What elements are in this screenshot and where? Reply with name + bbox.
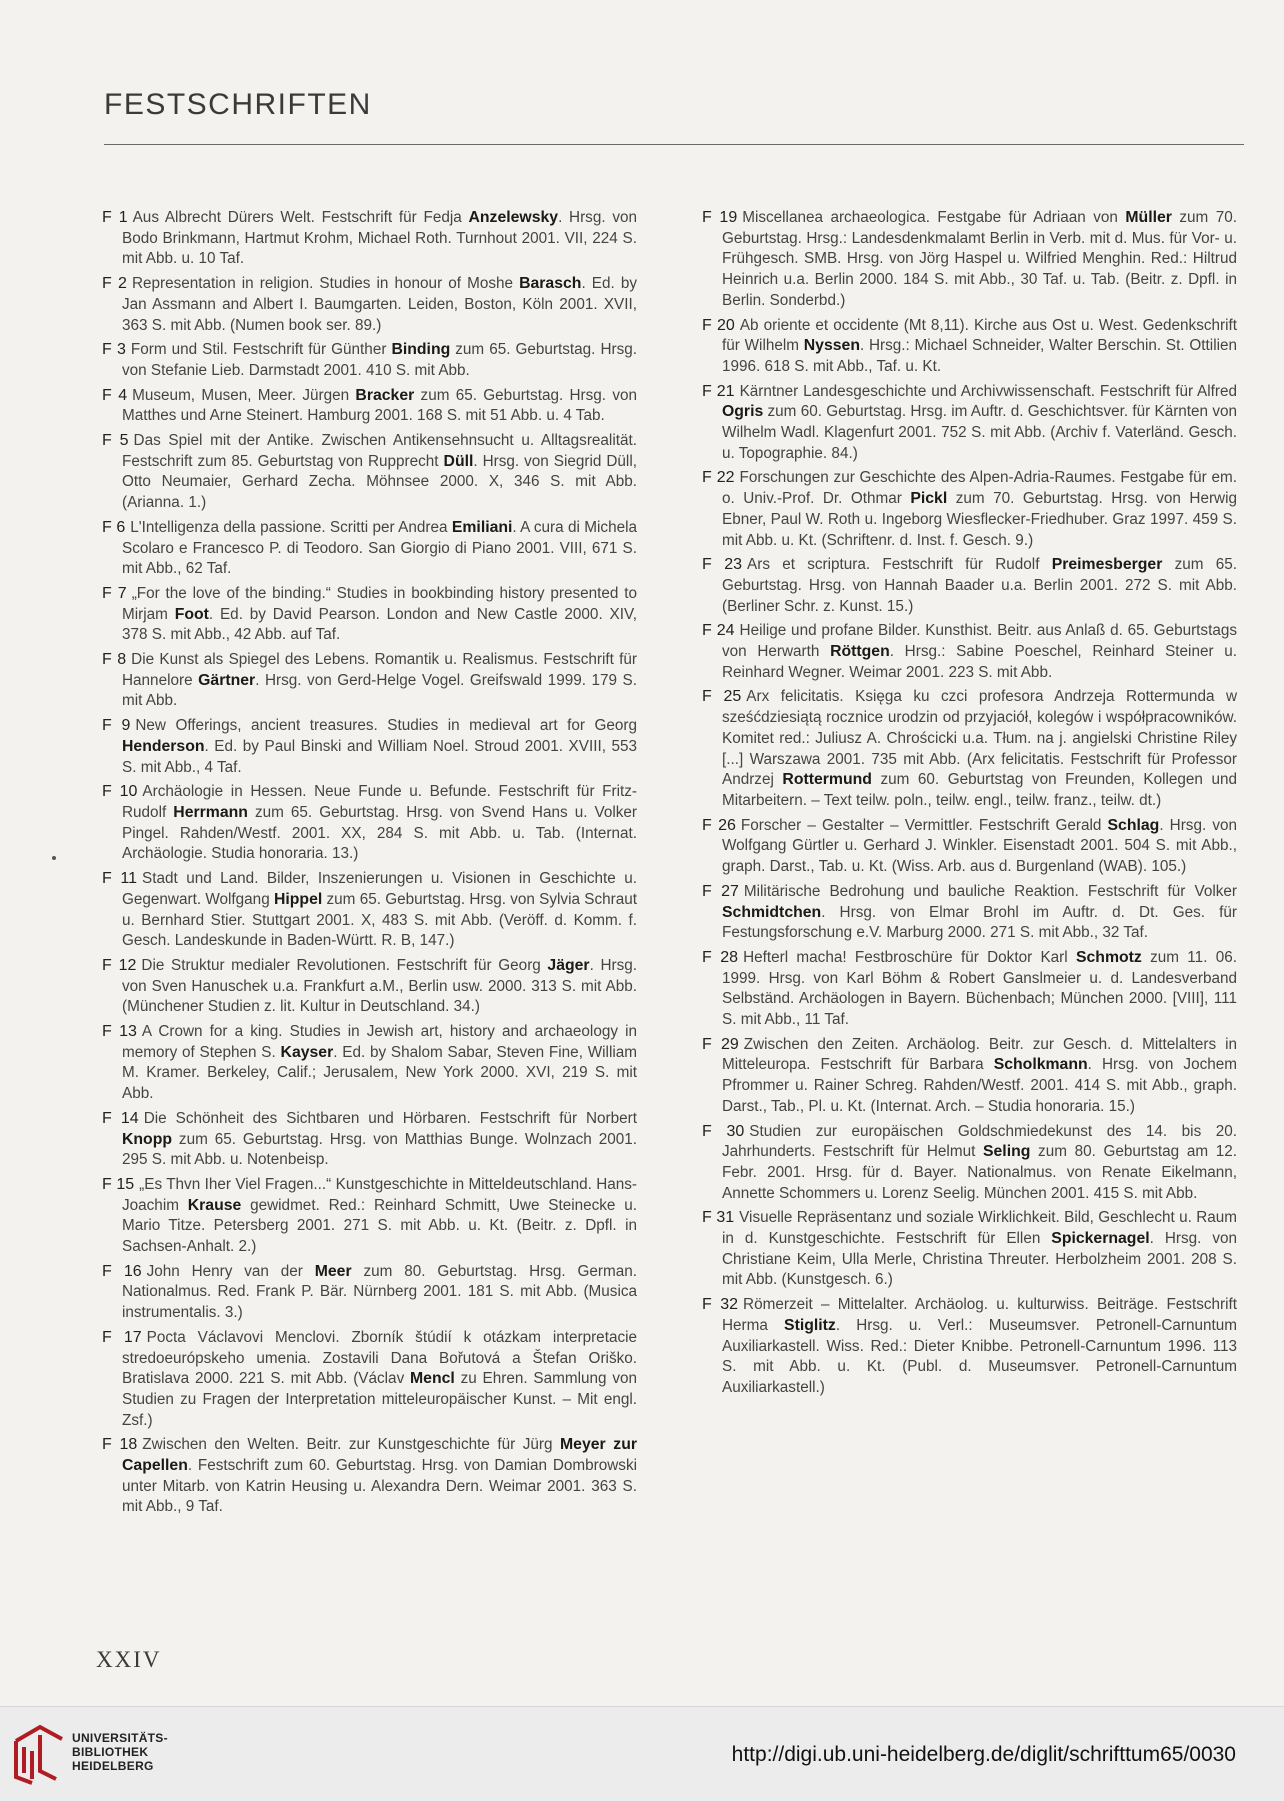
- entry-text: Ars et scriptura. Festschrift für Rudolf: [747, 556, 1052, 574]
- bibliography-entry: [702, 1208, 1237, 1291]
- entry-number: F 15: [102, 1175, 135, 1193]
- entry-text: zum 80. Geburtstag am 12. Febr. 2001. Hrsg. für d. Bayer. Nationalmus. von Renate Eikelmann, Annette Schommers u. Lorenz Seelig. München 2001. 415 S. mit Abb.: [722, 1143, 1237, 1202]
- honoree-name: Barasch: [519, 275, 582, 293]
- entry-text: Das Spiel mit der Antike. Zwischen Antikensehnsucht u. Alltagsrealität. Festschrift zum 85. Geburtstag von Rupprecht: [122, 432, 637, 470]
- entry-number: F 27: [702, 882, 739, 900]
- entry-number: F 23: [702, 556, 743, 574]
- entry-text: Römerzeit – Mittelalter. Archäolog. u. kulturwiss. Beiträge. Festschrift Herma: [722, 1296, 1237, 1334]
- entry-text: Stadt und Land. Bilder, Inszenierungen u. Visionen in Geschichte u. Gegenwart. Wolfgang: [122, 870, 638, 908]
- honoree-name: Foot: [174, 605, 209, 623]
- bibliography-entry: [702, 208, 1237, 312]
- entry-text: A Crown for a king. Studies in Jewish art, history and archaeology in memory of Stephen S.: [122, 1023, 637, 1061]
- entry-text: Museum, Musen, Meer. Jürgen: [132, 386, 356, 404]
- honoree-name: Scholkmann: [993, 1056, 1088, 1074]
- title-rule: [104, 144, 1244, 145]
- entry-text: Zwischen den Zeiten. Archäolog. Beitr. zur Gesch. d. Mittelalters in Mitteleuropa. Festschrift für Barbara: [722, 1035, 1238, 1074]
- honoree-name: Knopp: [122, 1130, 173, 1148]
- entry-number: F 24: [702, 622, 735, 640]
- entry-text: . Hrsg. u. Verl.: Museumsver. Petronell-Carnuntum Auxiliarkastell. Wiss. Red.: Dieter Knibbe. Petronell-Carnuntum 1996. 113 S. mit Abb. u. Kt. (Publ. d. Museumsver. Petronell-Carnuntum Auxiliarkastell.): [722, 1316, 1237, 1396]
- entry-text: gewidmet. Red.: Reinhard Schmitt, Uwe Steinecke u. Mario Titze. Petersberg 2001. 271 S. mit Abb. u. Kt. (Beitr. z. Dpfl. in Sachsen-Anhalt. 2.): [122, 1196, 637, 1256]
- bibliography-entry: [702, 316, 1237, 378]
- entry-number: F 9: [102, 717, 131, 735]
- entry-number: F 6: [102, 518, 126, 536]
- entry-text: zum 70. Geburtstag. Hrsg.: Landesdenkmalamt Berlin in Verb. mit d. Mus. für Vor- u. Frühgesch. SMB. Hrsg. von Jörg Haspel u. Wilfried Menghin. Red.: Hiltrud Heinrich u.a. Berlin 2000. 184 S. mit Abb., 30 Taf. u. Tab. (Beitr. z. Dpfl. in Berlin. Sonderbd.): [722, 209, 1237, 309]
- entry-text: Die Schönheit des Sichtbaren und Hörbaren. Festschrift für Norbert: [143, 1109, 638, 1127]
- entry-number: F 16: [102, 1262, 142, 1280]
- bibliography-entry: [702, 882, 1237, 944]
- bibliography-entry: [702, 468, 1237, 551]
- entry-text: Kärntner Landesgeschichte und Archivwissenschaft. Festschrift für Alfred: [739, 382, 1238, 400]
- entry-number: F 26: [702, 816, 736, 834]
- entry-number: F 5: [102, 432, 129, 450]
- entry-text: Forscher – Gestalter – Vermittler. Festschrift Gerald: [740, 816, 1108, 834]
- entry-number: F 17: [102, 1328, 142, 1346]
- bibliography-entry: [702, 555, 1237, 617]
- right-column: [702, 208, 1237, 1403]
- bibliography-entry: [102, 1109, 637, 1171]
- entry-number: F 3: [102, 341, 126, 359]
- entry-text: „For the love of the binding.“ Studies in bookbinding history presented to Mirjam: [122, 584, 637, 623]
- bibliography-entry: [702, 816, 1237, 878]
- entry-text: Archäologie in Hessen. Neue Funde u. Befunde. Festschrift für Fritz-Rudolf: [122, 783, 637, 821]
- honoree-name: Müller: [1125, 209, 1172, 226]
- honoree-name: Seling: [982, 1143, 1031, 1161]
- bibliography-entry: [102, 1022, 637, 1105]
- honoree-name: Schlag: [1107, 816, 1160, 834]
- entry-number: F 25: [702, 688, 742, 706]
- entry-text: John Henry van der: [146, 1262, 315, 1280]
- entry-number: F 11: [102, 870, 138, 888]
- entry-text: Die Struktur medialer Revolutionen. Festschrift für Georg: [141, 956, 548, 974]
- bibliography-entry: [102, 584, 637, 646]
- bibliography-entry: [102, 274, 637, 336]
- honoree-name: Ogris: [722, 403, 764, 421]
- library-logo-icon: [10, 1721, 68, 1785]
- footer-bar: [0, 1706, 1284, 1801]
- entry-number: F 12: [102, 956, 137, 974]
- entry-number: F 31: [702, 1209, 735, 1227]
- honoree-name: Gärtner: [198, 671, 256, 689]
- bibliography-entry: [102, 956, 637, 1018]
- entry-number: F 28: [702, 948, 739, 966]
- honoree-name: Stiglitz: [784, 1316, 836, 1334]
- entry-text: Pocta Václavovi Menclovi. Zborník štúdií k otázkam interpretacie stredoeurópskeho umenia. Zostavili Dana Bořutová a Štefan Oriško. Bratislava 2000. 221 S. mit Abb. (Václav: [122, 1328, 638, 1388]
- honoree-name: Düll: [443, 452, 474, 470]
- entry-text: Ab oriente et occidente (Mt 8,11). Kirche aus Ost u. West. Gedenkschrift für Wilhelm: [722, 316, 1237, 355]
- margin-mark: [52, 856, 56, 860]
- entry-text: Heilige und profane Bilder. Kunsthist. Beitr. aus Anlaß d. 65. Geburtstags von Herwarth: [722, 622, 1237, 661]
- honoree-name: Emiliani: [451, 518, 513, 536]
- bibliography-entry: [102, 650, 637, 712]
- honoree-name: Schmidtchen: [722, 903, 822, 921]
- honoree-name: Herrmann: [173, 803, 248, 821]
- entry-number: F 10: [102, 783, 138, 801]
- bibliography-entry: [702, 1035, 1237, 1118]
- honoree-name: Bracker: [355, 386, 415, 404]
- bibliography-entry: [702, 382, 1237, 465]
- honoree-name: Jäger: [547, 956, 590, 974]
- entry-text: Representation in religion. Studies in honour of Moshe: [131, 275, 520, 293]
- entry-text: „Es Thvn Iher Viel Fragen...“ Kunstgeschichte in Mitteldeutschland. Hans-Joachim: [122, 1175, 638, 1214]
- entry-text: . Ed. by Shalom Sabar, Steven Fine, William M. Kramer. Berkeley, Calif.; Jerusalem, New York 2000. XVI, 219 S. mit Abb.: [122, 1043, 637, 1103]
- entry-text: Militärische Bedrohung und bauliche Reaktion. Festschrift für Volker: [743, 882, 1238, 900]
- entry-number: F 4: [102, 386, 128, 404]
- entry-text: . Hrsg. von Siegrid Düll, Otto Neumaier, Gerhard Zecha. Möhnsee 2000. X, 346 S. mit Abb. (Arianna. 1.): [122, 452, 637, 512]
- source-url[interactable]: http://digi.ub.uni-heidelberg.de/diglit/schrifttum65/0030: [731, 1743, 1236, 1766]
- entry-text: zum 65. Geburtstag. Hrsg. von Stefanie Lieb. Darmstadt 2001. 410 S. mit Abb.: [122, 341, 637, 379]
- entry-text: . Hrsg. von Christiane Keim, Ulla Merle, Christina Threuter. Herbolzheim 2001. 208 S. mit Abb. (Kunstgesch. 6.): [722, 1230, 1237, 1289]
- bibliography-entry: [702, 948, 1237, 1031]
- bibliography-entry: [702, 1295, 1237, 1399]
- honoree-name: Binding: [391, 341, 451, 359]
- bibliography-entry: [102, 340, 637, 381]
- entry-text: zum 11. 06. 1999. Hrsg. von Karl Böhm & Robert Ganslmeier u. d. Landesverband Selbständ. Archäologen in Bayern. Büchenbach; München 2000. [VIII], 111 S. mit Abb., 11 Taf.: [722, 948, 1238, 1029]
- honoree-name: Pickl: [910, 490, 948, 508]
- entry-text: . Hrsg. von Jochem Pfrommer u. Rainer Schreg. Rahden/Westf. 2001. 414 S. mit Abb., graph. Darst., Tab., Pl. u. Kt. (Internat. Arch. – Studia honoraria. 15.): [722, 1056, 1237, 1115]
- bibliography-entry: [102, 431, 637, 514]
- honoree-name: Henderson: [122, 737, 205, 755]
- honoree-name: Röttgen: [830, 643, 890, 661]
- entry-text: zum 65. Geburtstag. Hrsg. von Sylvia Schraut u. Bernhard Stier. Stuttgart 2001. X, 483 S. mit Abb. (Veröff. d. Komm. f. Gesch. Landeskunde in Baden-Württ. R. B, 147.): [122, 890, 637, 950]
- left-column: [102, 208, 637, 1522]
- entry-number: F 32: [702, 1296, 739, 1314]
- entry-text: . Festschrift zum 60. Geburtstag. Hrsg. von Damian Dombrowski unter Mitarb. von Katrin Heusing u. Alexandra Dern. Weimar 2001. 363 S. mit Abb., 9 Taf.: [122, 1457, 637, 1516]
- entry-text: . Hrsg. von Elmar Brohl im Auftr. d. Dt. Ges. für Festungsforschung e.V. Marburg 2000. 271 S. mit Abb., 32 Taf.: [722, 903, 1237, 942]
- library-name: [72, 1731, 168, 1773]
- entry-text: . Hrsg. von Wolfgang Gürtler u. Gerhard J. Winkler. Eisenstadt 2001. 504 S. mit Abb., graph. Darst., Tab. u. Kt. (Wiss. Arb. aus d. Burgenland (WAB). 105.): [722, 816, 1237, 876]
- entry-text: zu Ehren. Sammlung von Studien zu Fragen der Interpretation mitteleuropäischer Kunst. – Mit engl. Zsf.): [122, 1370, 637, 1429]
- bibliography-entry: [702, 621, 1237, 683]
- entry-text: Aus Albrecht Dürers Welt. Festschrift für Fedja: [132, 209, 469, 226]
- honoree-name: Anzelewsky: [468, 209, 559, 226]
- honoree-name: Nyssen: [803, 337, 860, 355]
- entry-text: zum 65. Geburtstag. Hrsg. von Matthes und Arne Steinert. Hamburg 2001. 168 S. mit 51 Abb. u. 4 Tab.: [122, 386, 637, 425]
- entry-number: F 20: [702, 316, 735, 334]
- page-title: FESTSCHRIFTEN: [104, 88, 372, 121]
- entry-number: F 1: [102, 209, 128, 226]
- bibliography-entry: [102, 716, 637, 778]
- bibliography-entry: [102, 1175, 637, 1258]
- entry-text: Hefterl macha! Festbroschüre für Doktor Karl: [743, 948, 1076, 966]
- bibliography-entry: [702, 687, 1237, 811]
- bibliography-entry: [102, 518, 637, 580]
- bibliography-entry: [102, 1435, 637, 1518]
- entry-number: F 22: [702, 469, 735, 487]
- honoree-name: Spickernagel: [1051, 1230, 1150, 1248]
- bibliography-entry: [102, 869, 637, 952]
- entry-number: F 2: [102, 275, 127, 293]
- library-logo-graphic: [10, 1721, 68, 1785]
- entry-text: zum 70. Geburtstag. Hrsg. von Herwig Ebner, Paul W. Roth u. Ingeborg Wiesflecker-Friedhuber. Graz 1997. 459 S. mit Abb. u. Kt. (Schriftenr. d. Inst. f. Gesch. 9.): [722, 490, 1238, 549]
- library-name-line: HEIDELBERG: [72, 1759, 154, 1773]
- entry-text: zum 65. Geburtstag. Hrsg. von Matthias Bunge. Wolnzach 2001. 295 S. mit Abb. u. Notenbeisp.: [122, 1130, 637, 1169]
- honoree-name: Mencl: [410, 1370, 455, 1388]
- entry-number: F 21: [702, 382, 735, 400]
- entry-number: F 18: [102, 1436, 138, 1454]
- bibliography-entry: [102, 1328, 637, 1432]
- bibliography-entry: [102, 782, 637, 865]
- honoree-name: Preimesberger: [1051, 556, 1163, 574]
- entry-text: zum 80. Geburtstag. Hrsg. German. Nationalmus. Red. Frank P. Bär. Nürnberg 2001. 181 S. mit Abb. (Musica instrumentalis. 3.): [122, 1262, 637, 1322]
- library-name-line: BIBLIOTHEK: [72, 1745, 149, 1759]
- bibliography-entry: [702, 1122, 1237, 1205]
- honoree-name: Rottermund: [782, 771, 872, 789]
- honoree-name: Kayser: [280, 1043, 334, 1061]
- bibliography-entry: [102, 208, 637, 270]
- entry-text: Miscellanea archaeologica. Festgabe für Adriaan von: [742, 209, 1126, 226]
- entry-text: L'Intelligenza della passione. Scritti per Andrea: [130, 518, 452, 536]
- entry-text: . Hrsg. von Bodo Brinkmann, Hartmut Krohm, Michael Roth. Turnhout 2001. VII, 224 S. mit Abb. u. 10 Taf.: [122, 209, 637, 268]
- entry-text: . Hrsg.: Michael Schneider, Walter Berschin. St. Ottilien 1996. 618 S. mit Abb., Taf. u. Kt.: [722, 337, 1238, 375]
- entry-text: zum 65. Geburtstag. Hrsg. von Svend Hans u. Volker Pingel. Rahden/Westf. 2001. XX, 284 S. mit Abb. u. Tab. (Internat. Archäologie. Studia honoraria. 13.): [122, 803, 638, 863]
- entry-text: New Offerings, ancient treasures. Studies in medieval art for Georg: [135, 717, 638, 735]
- honoree-name: Hippel: [273, 890, 323, 908]
- honoree-name: Meyer zur Capellen: [122, 1436, 638, 1475]
- entry-text: . Hrsg. von Gerd-Helge Vogel. Greifswald 1999. 179 S. mit Abb.: [122, 671, 637, 710]
- entry-text: Visuelle Repräsentanz und soziale Wirklichkeit. Bild, Geschlecht u. Raum in d. Kunstgeschichte. Festschrift für Ellen: [722, 1209, 1237, 1248]
- entry-number: F 8: [102, 651, 127, 669]
- entry-number: F 30: [702, 1122, 745, 1140]
- entry-text: Studien zur europäischen Goldschmiedekunst des 14. bis 20. Jahrhunderts. Festschrift für Helmut: [722, 1122, 1238, 1161]
- entry-text: Zwischen den Welten. Beitr. zur Kunstgeschichte für Jürg: [142, 1436, 560, 1454]
- entry-text: zum 65. Geburtstag. Hrsg. von Hannah Baader u.a. Berlin 2001. 272 S. mit Abb. (Berliner Schr. z. Kunst. 15.): [722, 556, 1237, 615]
- honoree-name: Krause: [187, 1196, 242, 1214]
- bibliography-entry: [102, 386, 637, 427]
- entry-text: Form und Stil. Festschrift für Günther: [130, 341, 392, 359]
- entry-number: F 13: [102, 1023, 137, 1041]
- entry-text: Forschungen zur Geschichte des Alpen-Adria-Raumes. Festgabe für em. o. Univ.-Prof. Dr. Othmar: [722, 469, 1237, 508]
- entry-number: F 14: [102, 1109, 139, 1127]
- entry-text: zum 60. Geburtstag. Hrsg. im Auftr. d. Geschichtsver. für Kärnten von Wilhelm Wadl. Klagenfurt 2001. 752 S. mit Abb. (Archiv f. Vaterländ. Gesch. u. Topographie. 84.): [722, 403, 1237, 462]
- entry-number: F 19: [702, 209, 738, 226]
- entry-text: Die Kunst als Spiegel des Lebens. Romantik u. Realismus. Festschrift für Hannelore: [122, 651, 637, 689]
- entry-text: . Ed. by Paul Binski and William Noel. Stroud 2001. XVIII, 553 S. mit Abb., 4 Taf.: [122, 737, 637, 776]
- entry-text: . Ed. by Jan Assmann and Albert I. Baumgarten. Leiden, Boston, Köln 2001. XVII, 363 S. mit Abb. (Numen book ser. 89.): [122, 275, 637, 334]
- honoree-name: Meer: [314, 1262, 352, 1280]
- entry-text: . A cura di Michela Scolaro e Francesco P. di Teodoro. San Giorgio di Piano 2001. VIII, 671 S. mit Abb., 62 Taf.: [122, 518, 637, 578]
- library-name-line: UNIVERSITÄTS-: [72, 1731, 168, 1745]
- entry-text: Arx felicitatis. Księga ku czci profesora Andrzeja Rottermunda w sześćdziesiątą rocznice urodzin od przyjaciół, kolegów i współpracowników. Komitet red.: Juliusz A. Chrościcki u.a. Tłum. na j. angielski Christine Riley [...] Warszawa 2001. 735 mit Abb. (Arx felicitatis. Festschrift für Professor Andrzej: [722, 688, 1238, 789]
- entry-number: F 29: [702, 1035, 739, 1053]
- honoree-name: Schmotz: [1075, 948, 1142, 966]
- page-number: XXIV: [96, 1647, 162, 1672]
- entry-number: F 7: [102, 584, 127, 602]
- bibliography-entry: [102, 1262, 637, 1324]
- entry-text: . Ed. by David Pearson. London and New Castle 2000. XIV, 378 S. mit Abb., 42 Abb. auf Taf.: [122, 605, 637, 644]
- entry-text: . Hrsg.: Sabine Poeschel, Reinhard Steiner u. Reinhard Wegner. Weimar 2001. 223 S. mit Abb.: [722, 643, 1237, 681]
- entry-text: . Hrsg. von Sven Hanuschek u.a. Frankfurt a.M., Berlin usw. 2000. 313 S. mit Abb. (Münchener Studien z. lit. Kultur in Deutschland. 34.): [122, 956, 638, 1016]
- entry-text: zum 60. Geburtstag von Freunden, Kollegen und Mitarbeitern. – Text teilw. poln., teilw. engl., teilw. franz., teilw. dt.): [722, 771, 1237, 809]
